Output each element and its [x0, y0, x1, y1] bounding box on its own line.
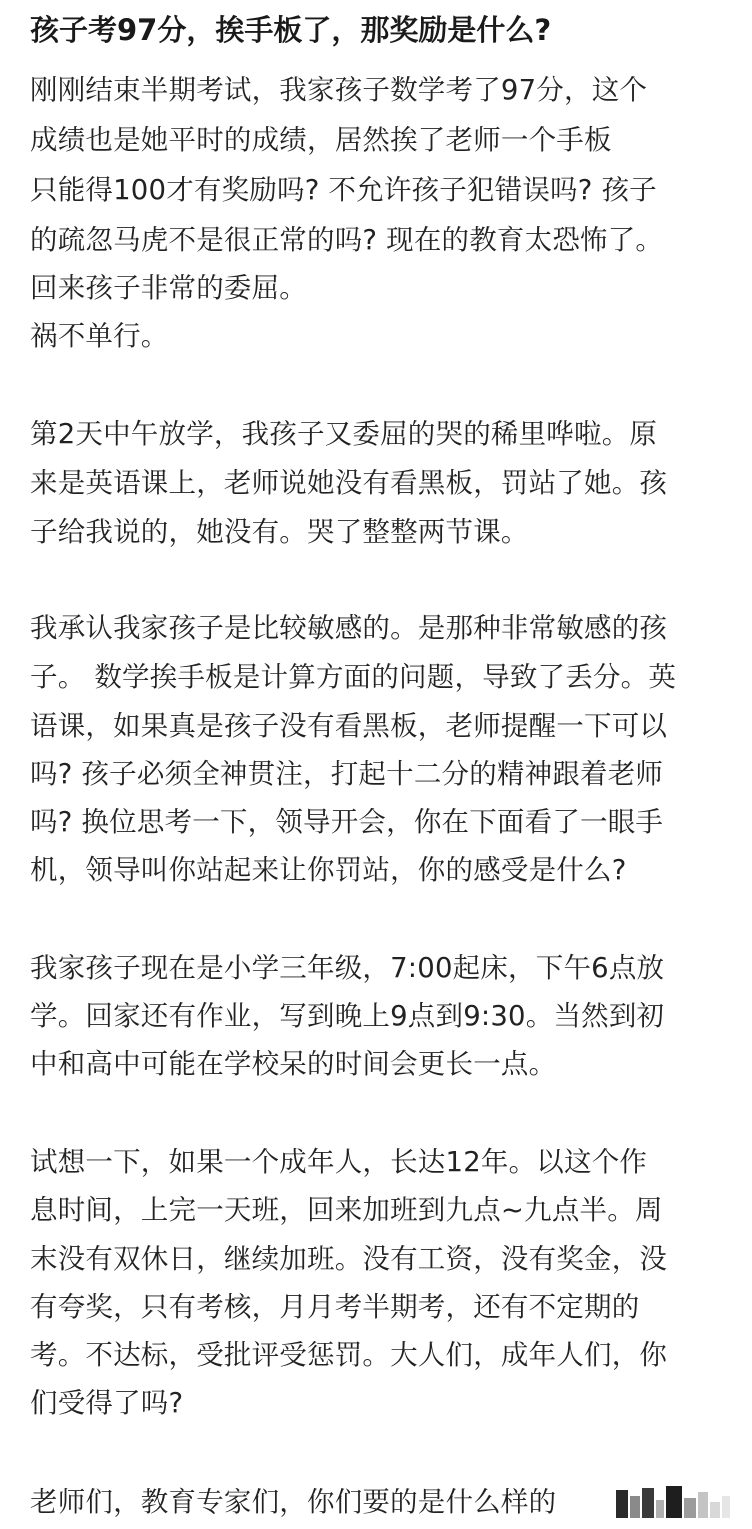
pixelated-watermark — [616, 1486, 732, 1522]
body-line: 中和高中可能在学校呆的时间会更长一点。 — [30, 1048, 557, 1080]
body-line: 试想一下，如果一个成年人，长达12年。以这个作 — [30, 1146, 648, 1178]
body-line: 子。 数学挨手板是计算方面的问题，导致了丢分。英 — [30, 661, 677, 693]
body-line: 考。不达标，受批评受惩罚。大人们，成年人们，你 — [30, 1339, 668, 1371]
body-line: 吗? 换位思考一下，领导开会，你在下面看了一眼手 — [30, 806, 664, 838]
body-line: 们受得了吗? — [30, 1387, 184, 1419]
body-line: 子给我说的，她没有。哭了整整两节课。 — [30, 516, 529, 548]
body-line: 来是英语课上，老师说她没有看黑板，罚站了她。孩 — [30, 467, 668, 499]
body-line: 老师们，教育专家们，你们要的是什么样的 — [30, 1486, 557, 1518]
body-line: 第2天中午放学，我孩子又委屈的哭的稀里哗啦。原 — [30, 418, 658, 450]
body-line: 学。回家还有作业，写到晚上9点到9:30。当然到初 — [30, 1000, 665, 1032]
body-line: 吗? 孩子必须全神贯注，打起十二分的精神跟着老师 — [30, 758, 664, 790]
body-line: 只能得100才有奖励吗? 不允许孩子犯错误吗? 孩子 — [30, 174, 657, 206]
body-line: 的疏忽马虎不是很正常的吗? 现在的教育太恐怖了。 — [30, 224, 664, 256]
body-line: 机，领导叫你站起来让你罚站，你的感受是什么? — [30, 854, 627, 886]
body-line: 回来孩子非常的委屈。 — [30, 272, 307, 304]
body-line: 我承认我家孩子是比较敏感的。是那种非常敏感的孩 — [30, 612, 668, 644]
body-line: 有夸奖，只有考核，月月考半期考，还有不定期的 — [30, 1291, 640, 1323]
body-line: 息时间，上完一天班，回来加班到九点~九点半。周 — [30, 1194, 663, 1226]
article-title: 孩子考97分，挨手板了，那奖励是什么? — [30, 13, 552, 47]
body-line: 我家孩子现在是小学三年级，7:00起床，下午6点放 — [30, 952, 665, 984]
body-line: 末没有双休日，继续加班。没有工资，没有奖金，没 — [30, 1243, 668, 1275]
body-line: 语课，如果真是孩子没有看黑板，老师提醒一下可以 — [30, 710, 668, 742]
body-line: 祸不单行。 — [30, 320, 169, 352]
body-line: 成绩也是她平时的成绩，居然挨了老师一个手板 — [30, 124, 612, 156]
body-line: 刚刚结束半期考试，我家孩子数学考了97分，这个 — [30, 74, 648, 106]
